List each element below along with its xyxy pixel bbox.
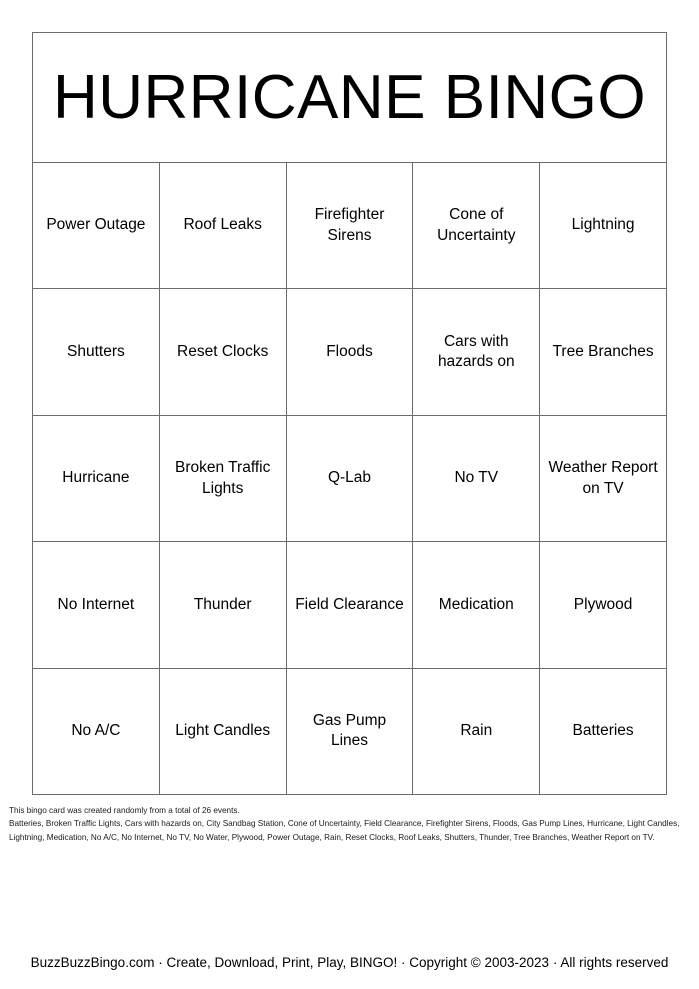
bingo-cell[interactable] (287, 416, 414, 541)
bingo-cell-label: Shutters (67, 342, 125, 360)
bingo-cell[interactable] (160, 416, 287, 541)
bingo-cell-label: Cars with hazards on (437, 332, 515, 371)
bingo-cell-label: No Internet (57, 595, 135, 613)
bingo-row (33, 542, 666, 668)
bingo-cell[interactable] (287, 289, 414, 414)
bingo-cell[interactable] (33, 542, 160, 667)
bingo-cell[interactable] (540, 289, 666, 414)
bingo-cell-label: Hurricane (62, 469, 130, 487)
bingo-row (33, 163, 666, 289)
bingo-cell-label: Tree Branches (552, 342, 654, 360)
bingo-cell[interactable] (33, 416, 160, 541)
bingo-cell-label: Weather Report on TV (548, 459, 658, 497)
bingo-cell-label: Plywood (573, 595, 633, 613)
bingo-cell-label: Firefighter Sirens (314, 206, 385, 244)
bingo-cell[interactable] (413, 416, 540, 541)
bingo-cell-label: Floods (326, 342, 373, 360)
bingo-cell[interactable] (413, 669, 540, 794)
bingo-cell-label: Reset Clocks (177, 342, 269, 360)
bingo-cell-label: Cone of Uncertainty (437, 206, 516, 244)
site-footer: BuzzBuzzBingo.com · Create, Download, Print, Play, BINGO! · Copyright © 2003-2023 · All rights reserved (30, 955, 669, 970)
bingo-cell[interactable] (540, 542, 666, 667)
bingo-cell-label: Thunder (193, 595, 252, 613)
bingo-cell[interactable] (160, 669, 287, 794)
bingo-cell[interactable] (160, 542, 287, 667)
fineprint-note: This bingo card was created randomly from a total of 26 events. (9, 806, 240, 815)
bingo-cell[interactable] (160, 163, 287, 288)
bingo-cell-label: No A/C (71, 722, 121, 740)
bingo-row (33, 289, 666, 415)
bingo-cell[interactable] (540, 163, 666, 288)
bingo-cell[interactable] (413, 542, 540, 667)
bingo-cell[interactable] (160, 289, 287, 414)
bingo-cell-label: Light Candles (175, 722, 271, 740)
bingo-cell-label: No TV (454, 469, 499, 487)
card-title-cell (33, 33, 666, 163)
bingo-cell[interactable] (540, 416, 666, 541)
bingo-cell[interactable] (287, 542, 414, 667)
bingo-cell-label: Power Outage (46, 216, 146, 234)
bingo-cell-label: Medication (438, 595, 514, 613)
bingo-cell-label: Field Clearance (295, 595, 404, 613)
bingo-cell-label: Q-Lab (327, 469, 372, 487)
bingo-cell[interactable] (540, 669, 666, 794)
bingo-cell[interactable] (33, 669, 160, 794)
bingo-cell[interactable] (287, 163, 414, 288)
bingo-cell-label: Batteries (572, 722, 634, 740)
bingo-row (33, 416, 666, 542)
bingo-cell[interactable] (413, 289, 540, 414)
bingo-row (33, 669, 666, 794)
bingo-grid (33, 163, 666, 794)
bingo-cell-label: Rain (460, 722, 493, 740)
bingo-cell-label: Lightning (571, 216, 635, 234)
bingo-cell-label: Gas Pump Lines (312, 711, 387, 750)
page-title: HURRICANE BINGO (52, 62, 647, 132)
fineprint-event-list: Batteries, Broken Traffic Lights, Cars with hazards on, City Sandbag Station, Cone of Uncertainty, Field Clearance, Firefighter Sirens, Floods, Gas Pump Lines, Hurricane, Light Candles, Lightning, Medication, No A/C, No Internet, No TV, No Water, Plywood, Power Outage, Rain, Reset Clocks, Roof Leaks, Shutters, Thunder, Tree Branches, Weather Report on TV. (9, 819, 680, 842)
bingo-cell-label: Roof Leaks (183, 216, 262, 234)
bingo-cell[interactable] (287, 669, 414, 794)
fineprint (9, 804, 693, 844)
bingo-cell[interactable] (33, 163, 160, 288)
bingo-cell[interactable] (413, 163, 540, 288)
bingo-cell[interactable] (33, 289, 160, 414)
bingo-card (32, 32, 667, 795)
bingo-cell-label: Broken Traffic Lights (175, 459, 271, 497)
